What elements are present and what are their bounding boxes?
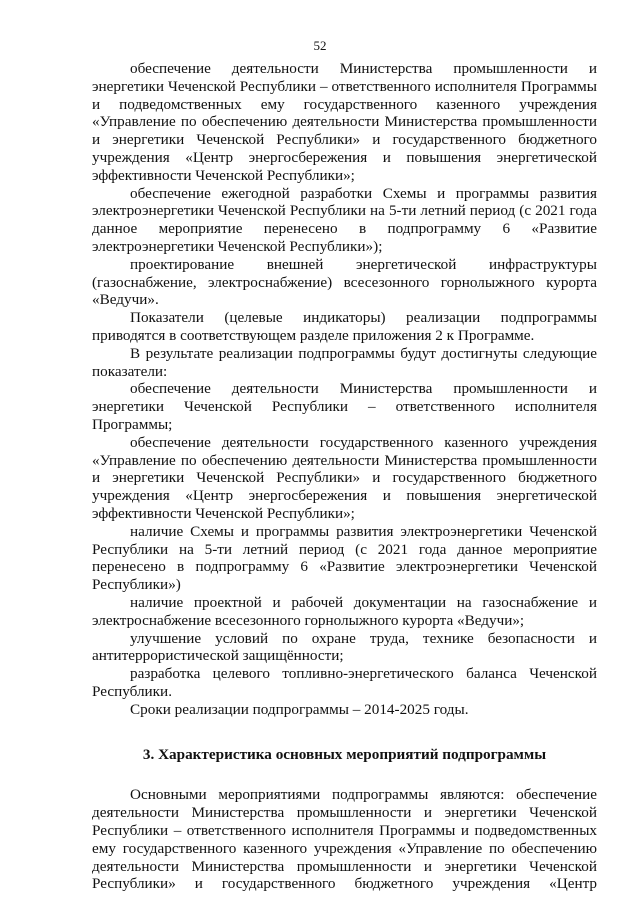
paragraph: Показатели (целевые индикаторы) реализации подпрограммы приводятся в соответствующем разделе приложения 2 к Программе. <box>92 309 597 344</box>
paragraph: Основными мероприятиями подпрограммы являются: обеспечение деятельности Министерства промышленности и энергетики Чеченской Республики – ответственного исполнителя Программы и подведомственных ему государственного казенного учреждения «Управление по обеспечению деятельности Министерства промышленности и энергетики Чеченской Республики» и государственного бюджетного учреждения «Центр <box>92 786 597 893</box>
page-number: 52 <box>313 38 327 53</box>
paragraph: обеспечение деятельности государственного казенного учреждения «Управление по обеспечению деятельности Министерства промышленности и энергетики Чеченской Республики» и государственного бюджетного учреждения «Центр энергосбережения и повышения энергетической эффективности Чеченской Республики»; <box>92 433 597 522</box>
paragraph: наличие проектной и рабочей документации на газоснабжение и электроснабжение всесезонного горнолыжного курорта «Ведучи»; <box>92 593 597 629</box>
paragraph: разработка целевого топливно-энергетического баланса Чеченской Республики. <box>92 665 597 700</box>
paragraph: улучшение условий по охране труда, технике безопасности и антитеррористической защищённости; <box>92 629 597 665</box>
paragraph: Сроки реализации подпрограммы – 2014-2025 годы. <box>130 700 469 718</box>
paragraph: обеспечение ежегодной разработки Схемы и программы развития электроэнергетики Чеченской Республики на 5-ти летний период (с 2021 года данное мероприятие перенесено в подпрограмму 6 «Развитие электроэнергетики Чеченской Республики»); <box>92 184 597 255</box>
paragraph: проектирование внешней энергетической инфраструктуры (газоснабжение, электроснабжение) всесезонного горнолыжного курорта «Ведучи». <box>92 255 597 309</box>
paragraph: обеспечение деятельности Министерства промышленности и энергетики Чеченской Республики – ответственного исполнителя Программы; <box>92 380 597 433</box>
paragraph: обеспечение деятельности Министерства промышленности и энергетики Чеченской Республики – ответственного исполнителя Программы и подведомственных ему государственного казенного учреждения «Управление по обеспечению деятельности Министерства промышленности и энергетики Чеченской Республики» и государственного бюджетного учреждения «Центр энергосбережения и повышения энергетической эффективности Чеченской Республики»; <box>92 60 597 184</box>
paragraph: наличие Схемы и программы развития электроэнергетики Чеченской Республики на 5-ти летний период (с 2021 года данное мероприятие перенесено в подпрограмму 6 «Развитие электроэнергетики Чеченской Республики») <box>92 522 597 594</box>
section-heading: 3. Характеристика основных мероприятий подпрограммы <box>142 746 547 764</box>
document-body <box>92 60 597 893</box>
paragraph: В результате реализации подпрограммы будут достигнуты следующие показатели: <box>92 344 597 380</box>
